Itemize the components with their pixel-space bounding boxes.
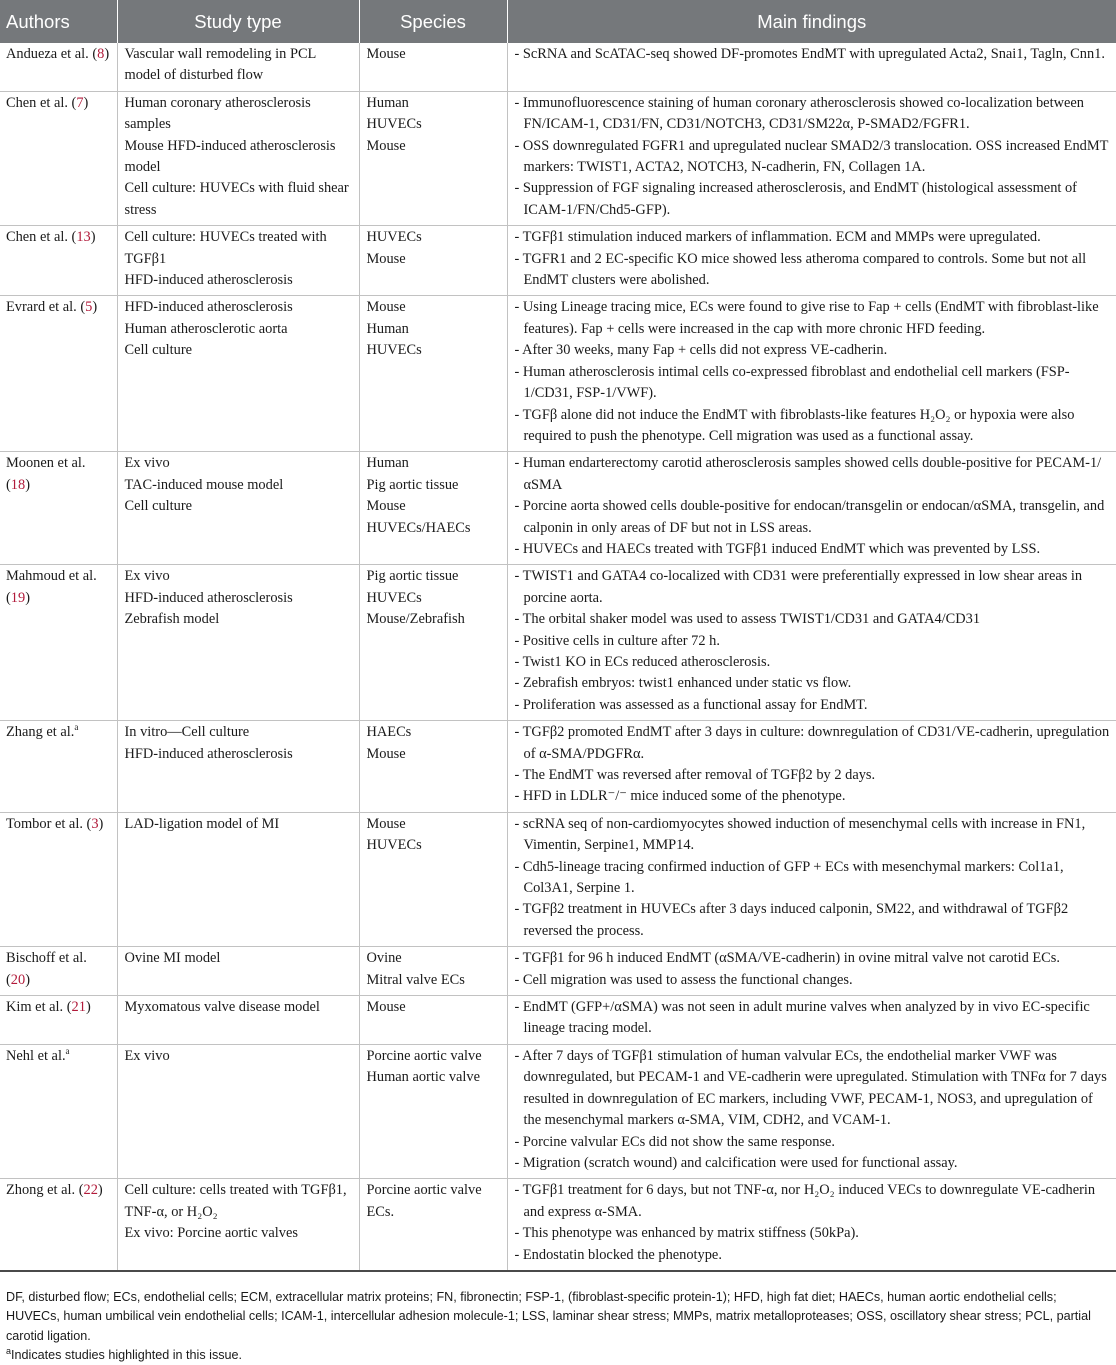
species-cell: [359, 565, 507, 721]
study-type-cell: [117, 1044, 359, 1178]
author-cell: Bischoff et al. (20): [0, 947, 117, 996]
study-type-line: Ex vivo: Porcine aortic valves: [124, 1225, 298, 1242]
study-type-cell: [117, 43, 359, 91]
table-row: [0, 226, 1116, 296]
species-line: Human: [366, 94, 409, 111]
findings-cell: [507, 452, 1116, 565]
table-row: [0, 1044, 1116, 1178]
finding-item: - Human endarterectomy carotid atherosclerosis samples showed cells double-positive for PECAM-1/αSMA: [514, 455, 1102, 493]
species-line: Mouse: [366, 299, 406, 316]
finding-item: - After 30 weeks, many Fap + cells did not express VE-cadherin.: [514, 342, 888, 359]
study-type-line: Ex vivo: [124, 568, 170, 585]
finding-item: - EndMT (GFP+/αSMA) was not seen in adult murine valves when analyzed by in vivo EC-specific lineage tracing model.: [514, 999, 1090, 1037]
findings-cell: [507, 565, 1116, 721]
abbreviations-note: DF, disturbed flow; ECs, endothelial cells; ECM, extracellular matrix proteins; FN, fibronectin; FSP-1, (fibroblast-specific protein-1); HFD, high fat diet; HAECs, human aortic endothelial cells; HUVECs, human umbilical vein endothelial cells; ICAM-1, intercellular adhesion molecule-1; LSS, laminar shear stress; MMPs, matrix metalloproteases; OSS, oscillatory shear stress; PCL, partial carotid ligation.: [6, 1290, 1091, 1343]
finding-item: - The orbital shaker model was used to assess TWIST1/CD31 and GATA4/CD31: [514, 611, 981, 628]
findings-cell: [507, 812, 1116, 946]
species-cell: [359, 452, 507, 565]
study-type-cell: [117, 226, 359, 296]
reference-link[interactable]: 22: [83, 1182, 98, 1199]
finding-item: - TGFβ1 treatment for 6 days, but not TNF-α, nor H₂O₂ induced VECs to downregulate VE-cadherin and express α-SMA.: [514, 1182, 1096, 1220]
study-type-line: Ex vivo: [124, 455, 170, 472]
species-line: Mouse: [366, 46, 406, 62]
species-line: Porcine aortic valve: [366, 1047, 482, 1064]
species-line: HUVECs: [366, 342, 422, 359]
finding-item: - Zebrafish embryos: twist1 enhanced under static vs flow.: [514, 675, 852, 692]
species-line: Mouse: [366, 999, 406, 1016]
study-type-line: HFD-induced atherosclerosis: [124, 745, 293, 762]
study-type-line: Cell culture: HUVECs treated with TGFβ1: [124, 229, 327, 267]
reference-link[interactable]: 20: [10, 971, 26, 988]
header-authors: Authors: [0, 0, 117, 43]
table-row: [0, 91, 1116, 225]
reference-link[interactable]: 21: [71, 999, 86, 1016]
author-name: Mahmoud et al.: [6, 568, 97, 585]
species-line: Human: [366, 320, 409, 337]
species-line: HUVECs: [366, 116, 422, 133]
species-cell: [359, 721, 507, 813]
findings-cell: [507, 296, 1116, 452]
table-row: [0, 296, 1116, 452]
species-cell: [359, 226, 507, 296]
species-line: Mouse: [366, 815, 406, 832]
study-type-line: HFD-induced atherosclerosis: [124, 589, 293, 606]
author-cell: [0, 721, 117, 813]
species-line: Porcine aortic valve ECs.: [366, 1182, 482, 1220]
author-cell: Evrard et al. (5): [0, 296, 117, 452]
findings-cell: [507, 996, 1116, 1045]
study-type-line: Ovine MI model: [124, 950, 221, 967]
species-line: Mouse: [366, 137, 406, 154]
findings-cell: [507, 91, 1116, 225]
species-cell: [359, 996, 507, 1045]
species-cell: [359, 812, 507, 946]
study-type-cell: [117, 91, 359, 225]
study-type-line: Mouse HFD-induced atherosclerosis model: [124, 137, 336, 176]
species-line: HUVECs: [366, 229, 422, 246]
species-line: Pig aortic tissue: [366, 476, 459, 493]
study-type-line: Cell culture: [124, 342, 193, 359]
study-type-line: HFD-induced atherosclerosis: [124, 299, 293, 316]
species-cell: [359, 1179, 507, 1271]
author-name: Chen et al.: [6, 229, 68, 246]
species-line: Human: [366, 455, 409, 472]
species-line: Mouse: [366, 250, 406, 267]
highlight-note: [6, 1346, 1106, 1365]
species-line: HUVECs: [366, 589, 422, 606]
table-row: [0, 947, 1116, 996]
header-main-findings: Main findings: [507, 0, 1116, 43]
finding-item: - TGFR1 and 2 EC-specific KO mice showed less atheroma compared to controls. Some but not all EndMT clusters were abolished.: [514, 250, 1087, 289]
findings-cell: [507, 1179, 1116, 1271]
finding-item: - TGFβ1 for 96 h induced EndMT (αSMA/VE-cadherin) in ovine mitral valve not carotid ECs.: [514, 950, 1060, 967]
reference-link[interactable]: 19: [10, 589, 26, 606]
author-cell: Kim et al. (21): [0, 996, 117, 1045]
author-cell: Andueza et al. (8): [0, 43, 117, 91]
study-type-line: Zebrafish model: [124, 611, 220, 628]
header-species: Species: [359, 0, 507, 43]
species-line: Mitral valve ECs: [366, 971, 465, 988]
reference-link[interactable]: 5: [85, 299, 93, 316]
author-name: Evrard et al.: [6, 299, 77, 316]
author-name: Moonen et al.: [6, 455, 86, 472]
author-name: Zhang et al.: [6, 724, 75, 741]
study-type-cell: [117, 1179, 359, 1271]
table-row: [0, 812, 1116, 946]
finding-item: - OSS downregulated FGFR1 and upregulated nuclear SMAD2/3 translocation. OSS increased EndMT markers: TWIST1, ACTA2, NOTCH3, N-cadherin, FN, Collagen 1A.: [514, 137, 1109, 176]
study-type-line: Cell culture: cells treated with TGFβ1, TNF-α, or H₂O₂: [124, 1182, 347, 1220]
finding-item: - scRNA seq of non-cardiomyocytes showed induction of mesenchymal cells with increase in FN1, Vimentin, Serpine1, MMP14.: [514, 815, 1086, 854]
finding-item: - Using Lineage tracing mice, ECs were found to give rise to Fap + cells (EndMT with fibroblast-like features). Fap + cells were increased in the cap with more chronic HFD feeding.: [514, 299, 1099, 337]
finding-item: - Human atherosclerosis intimal cells co-expressed fibroblast and endothelial cell markers (FSP-1/CD31, FSP-1/VWF).: [514, 363, 1070, 402]
table-footnote: [6, 1288, 1106, 1365]
finding-item: - Cell migration was used to assess the functional changes.: [514, 971, 853, 988]
finding-item: - TGFβ2 treatment in HUVECs after 3 days induced calponin, SM22, and withdrawal of TGFβ2 reversed the process.: [514, 901, 1069, 939]
reference-link[interactable]: 18: [10, 476, 26, 493]
reference-link[interactable]: 8: [97, 46, 105, 62]
study-type-line: Ex vivo: [124, 1047, 170, 1064]
author-name: Chen et al.: [6, 94, 68, 111]
study-type-line: Myxomatous valve disease model: [124, 999, 320, 1016]
species-cell: [359, 1044, 507, 1178]
table-row: [0, 996, 1116, 1045]
table-row: [0, 721, 1116, 813]
finding-item: - TWIST1 and GATA4 co-localized with CD31 were preferentially expressed in low shear areas in porcine aorta.: [514, 568, 1083, 606]
species-cell: [359, 91, 507, 225]
study-type-line: HFD-induced atherosclerosis: [124, 272, 293, 289]
author-name: Nehl et al.: [6, 1047, 66, 1064]
study-type-line: Vascular wall remodeling in PCL model of disturbed flow: [124, 46, 316, 84]
species-line: HUVECs: [366, 837, 422, 854]
species-line: Pig aortic tissue: [366, 568, 459, 585]
species-cell: [359, 296, 507, 452]
header-study-type: Study type: [117, 0, 359, 43]
study-type-line: Cell culture: HUVECs with fluid shear stress: [124, 180, 349, 218]
species-line: Mouse: [366, 498, 406, 515]
reference-link[interactable]: 3: [91, 815, 99, 832]
reference-link[interactable]: 13: [76, 229, 91, 246]
findings-cell: [507, 947, 1116, 996]
species-line: Ovine: [366, 950, 402, 967]
study-type-cell: [117, 996, 359, 1045]
reference-link[interactable]: 7: [76, 94, 84, 111]
author-name: Tombor et al.: [6, 815, 83, 832]
species-cell: [359, 43, 507, 91]
table-row: [0, 43, 1116, 91]
author-name: Zhong et al.: [6, 1182, 76, 1199]
author-cell: Mahmoud et al. (19): [0, 565, 117, 721]
header-row: [0, 0, 1116, 43]
findings-cell: [507, 226, 1116, 296]
finding-item: - Porcine aorta showed cells double-positive for endocan/transgelin or endocan/αSMA, transgelin, and calponin in only areas of DF but not in LSS areas.: [514, 498, 1105, 536]
author-cell: Moonen et al. (18): [0, 452, 117, 565]
species-line: HUVECs/HAECs: [366, 519, 471, 536]
finding-item: - HFD in LDLR⁻/⁻ mice induced some of the phenotype.: [514, 788, 846, 805]
finding-item: - Migration (scratch wound) and calcification were used for functional assay.: [514, 1154, 958, 1171]
study-type-line: LAD-ligation model of MI: [124, 815, 280, 832]
author-name: Andueza et al.: [6, 46, 89, 62]
footnote-marker: a: [6, 1345, 12, 1356]
finding-item: - TGFβ1 stimulation induced markers of inflammation. ECM and MMPs were upregulated.: [514, 229, 1041, 246]
study-type-line: Human coronary atherosclerosis samples: [124, 94, 311, 133]
finding-item: - Porcine valvular ECs did not show the same response.: [514, 1133, 836, 1150]
finding-item: - HUVECs and HAECs treated with TGFβ1 induced EndMT which was prevented by LSS.: [514, 540, 1041, 557]
study-type-cell: [117, 296, 359, 452]
study-type-cell: [117, 565, 359, 721]
finding-item: - After 7 days of TGFβ1 stimulation of human valvular ECs, the endothelial marker VWF was downregulated, but PECAM-1 and VE-cadherin were upregulated. Stimulation with TNFα for 7 days resulted in downregulation of EC markers, including VWF, PECAM-1, NOS3, and upregulation of the mesenchymal markers α-SMA, VIM, CDH2, and VCAM-1.: [514, 1047, 1107, 1129]
species-line: Mouse: [366, 745, 406, 762]
table-row: [0, 452, 1116, 565]
highlight-marker: a: [65, 1046, 70, 1057]
finding-item: - This phenotype was enhanced by matrix stiffness (50kPa).: [514, 1225, 859, 1242]
table-row: [0, 565, 1116, 721]
author-cell: Tombor et al. (3): [0, 812, 117, 946]
findings-cell: [507, 1044, 1116, 1178]
species-line: Mouse/Zebrafish: [366, 611, 465, 628]
finding-item: - Immunofluorescence staining of human coronary atherosclerosis showed co-localization between FN/ICAM-1, CD31/FN, CD31/NOTCH3, CD31/SM22α, P-SMAD2/FGFR1.: [514, 94, 1084, 133]
finding-item: - Cdh5-lineage tracing confirmed induction of GFP + ECs with mesenchymal markers: Col1a1, Col3A1, Serpine 1.: [514, 858, 1064, 897]
finding-item: - Suppression of FGF signaling increased atherosclerosis, and EndMT (histological assessment of ICAM-1/FN/Chd5-GFP).: [514, 180, 1077, 218]
author-cell: Chen et al. (13): [0, 226, 117, 296]
author-name: Kim et al.: [6, 999, 64, 1016]
finding-item: - ScRNA and ScATAC-seq showed DF-promotes EndMT with upregulated Acta2, Snai1, Tagln, Cnn1.: [514, 46, 1105, 62]
study-type-line: Human atherosclerotic aorta: [124, 320, 288, 337]
finding-item: - Twist1 KO in ECs reduced atherosclerosis.: [514, 653, 771, 670]
finding-item: - TGFβ2 promoted EndMT after 3 days in culture: downregulation of CD31/VE-cadherin, upregulation of α-SMA/PDGFRα.: [514, 724, 1110, 762]
finding-item: - TGFβ alone did not induce the EndMT with fibroblasts-like features H₂O₂ or hypoxia were also required to push the phenotype. Cell migration was used as a functional assay.: [514, 406, 1075, 444]
author-cell: Chen et al. (7): [0, 91, 117, 225]
finding-item: - The EndMT was reversed after removal of TGFβ2 by 2 days.: [514, 767, 876, 783]
study-type-line: In vitro—Cell culture: [124, 724, 250, 741]
author-cell: [0, 1044, 117, 1178]
footnote-text: Indicates studies highlighted in this issue.: [11, 1347, 243, 1362]
study-type-cell: [117, 721, 359, 813]
findings-cell: [507, 43, 1116, 91]
species-line: Human aortic valve: [366, 1069, 480, 1086]
study-type-line: Cell culture: [124, 498, 193, 515]
study-type-cell: [117, 452, 359, 565]
highlight-marker: a: [74, 722, 79, 733]
study-type-line: TAC-induced mouse model: [124, 476, 284, 493]
findings-cell: [507, 721, 1116, 813]
species-cell: [359, 947, 507, 996]
finding-item: - Proliferation was assessed as a functional assay for EndMT.: [514, 696, 868, 713]
species-line: HAECs: [366, 724, 412, 741]
finding-item: - Positive cells in culture after 72 h.: [514, 632, 720, 649]
author-name: Bischoff et al.: [6, 950, 87, 967]
finding-item: - Endostatin blocked the phenotype.: [514, 1246, 722, 1263]
author-cell: Zhong et al. (22): [0, 1179, 117, 1271]
study-type-cell: [117, 947, 359, 996]
study-type-cell: [117, 812, 359, 946]
table-row: [0, 1179, 1116, 1271]
